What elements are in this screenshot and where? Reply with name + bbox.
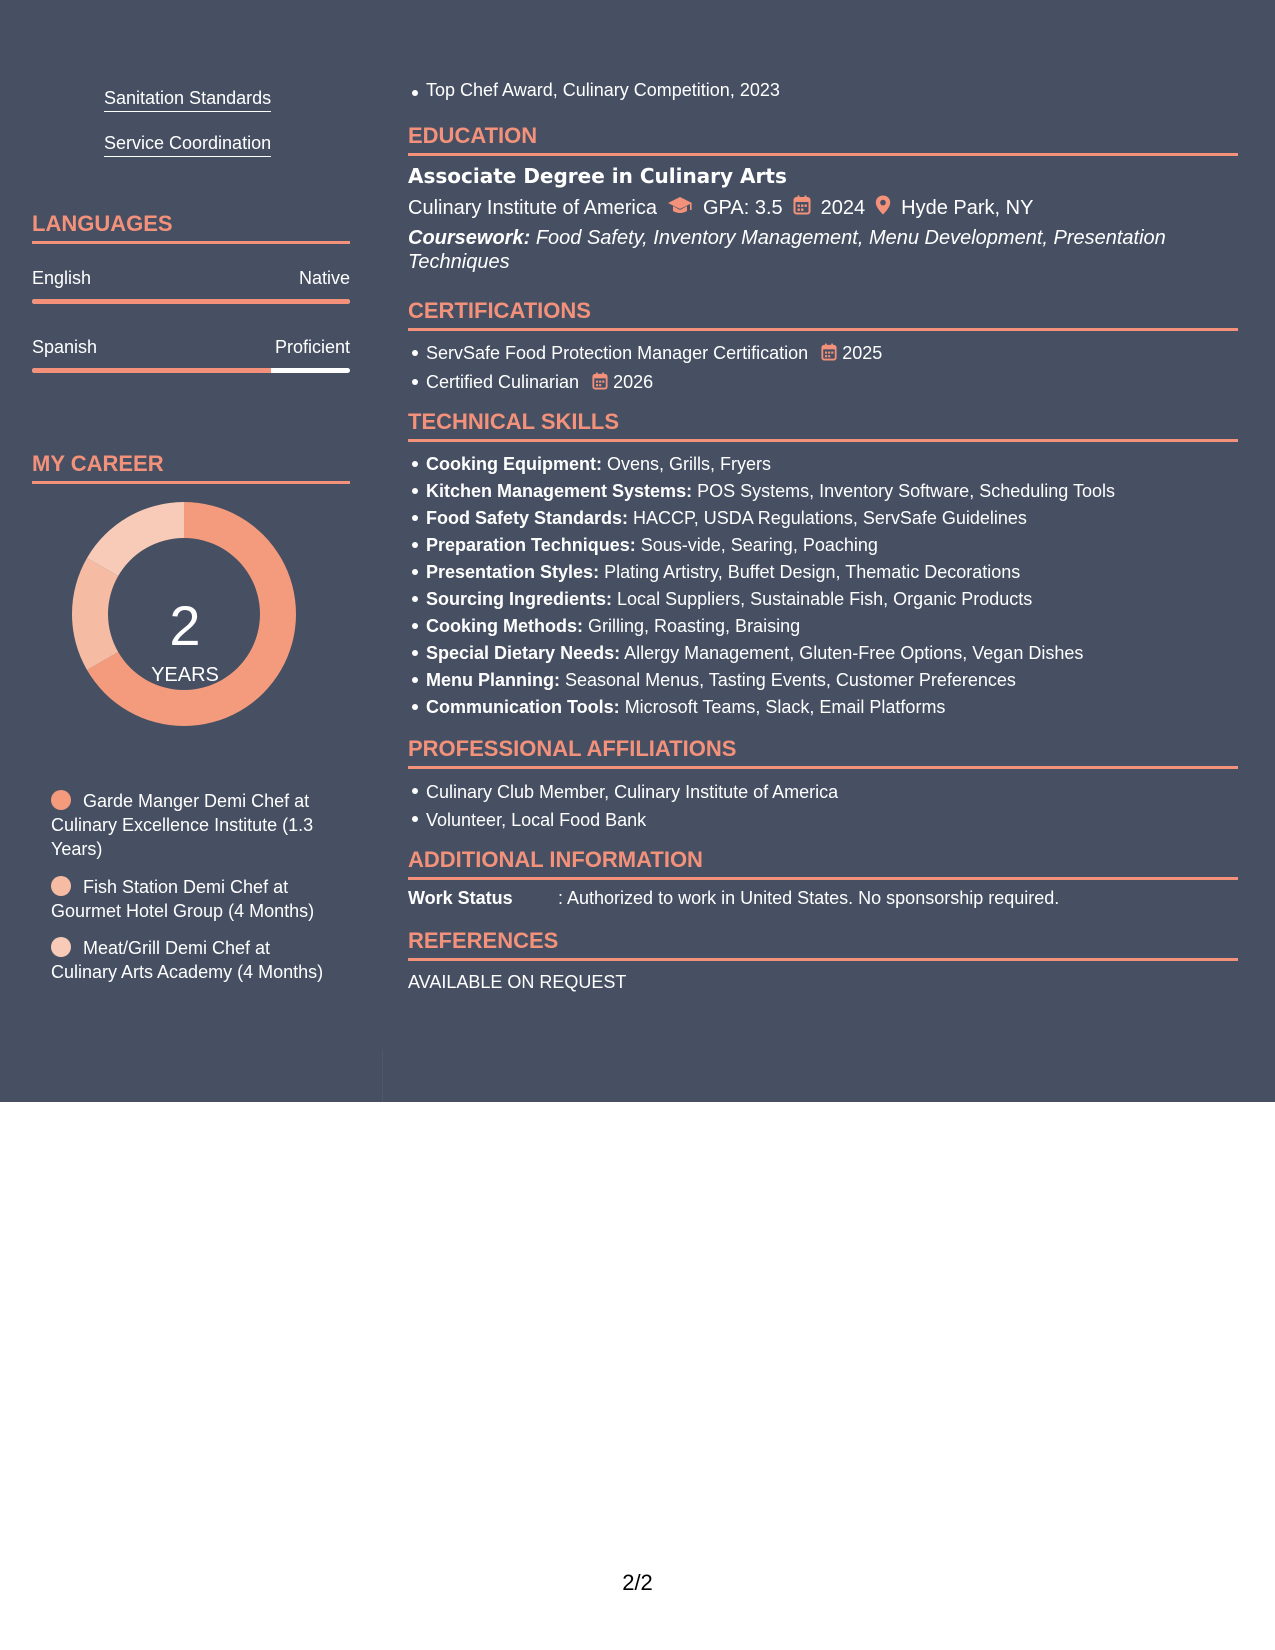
career-total-years: 2 xyxy=(169,594,201,657)
affiliations-heading: PROFESSIONAL AFFILIATIONS xyxy=(408,736,1238,769)
calendar-icon xyxy=(821,342,837,369)
school-name: Culinary Institute of America xyxy=(408,196,657,219)
award-item: Top Chef Award, Culinary Competition, 2023 xyxy=(426,80,780,100)
skill-value: POS Systems, Inventory Software, Scheduling Tools xyxy=(697,481,1115,501)
graduation-year: 2024 xyxy=(820,196,866,219)
career-total-unit: YEARS xyxy=(151,664,219,686)
skill-item: Service Coordination xyxy=(104,133,271,157)
skill-label: Cooking Methods: xyxy=(426,616,583,636)
skill-label: Cooking Equipment: xyxy=(426,454,602,474)
career-donut-segment xyxy=(87,502,184,576)
work-status-label: Work Status xyxy=(408,888,513,908)
gpa: GPA: 3.5 xyxy=(703,196,783,219)
career-text: Meat/Grill Demi Chef at Culinary Arts Academy (4 Months) xyxy=(51,938,324,982)
technical-skills-heading: TECHNICAL SKILLS xyxy=(408,409,1238,442)
career-dot xyxy=(51,790,71,810)
education-details xyxy=(408,195,1033,221)
skill-label: Special Dietary Needs: xyxy=(426,643,621,663)
language-row xyxy=(32,337,350,358)
career-text: Fish Station Demi Chef at Gourmet Hotel Group (4 Months) xyxy=(51,877,315,921)
additional-info-heading: ADDITIONAL INFORMATION xyxy=(408,847,1238,880)
education-heading: EDUCATION xyxy=(408,123,1238,156)
calendar-icon xyxy=(592,371,608,398)
skill-label: Presentation Styles: xyxy=(426,562,600,582)
skill-label: Sourcing Ingredients: xyxy=(426,589,613,609)
affiliation-item: Volunteer, Local Food Bank xyxy=(426,806,838,834)
graduation-cap-icon xyxy=(667,195,693,221)
skill-label: Communication Tools: xyxy=(426,697,620,717)
career-item xyxy=(51,936,341,984)
language-name: Spanish xyxy=(32,337,98,357)
skill-label: Menu Planning: xyxy=(426,670,560,690)
skill-item: Sanitation Standards xyxy=(104,88,271,112)
skill-value: Plating Artistry, Buffet Design, Thematic Decorations xyxy=(604,562,1021,582)
language-name: English xyxy=(32,268,92,288)
technical-skills-list xyxy=(408,451,1115,721)
technical-skill-item xyxy=(426,613,1115,640)
work-status-value: : Authorized to work in United States. No sponsorship required. xyxy=(558,888,1060,908)
references-heading: REFERENCES xyxy=(408,928,1238,961)
school-location: Hyde Park, NY xyxy=(901,196,1034,219)
career-item xyxy=(51,789,341,861)
technical-skill-item xyxy=(426,694,1115,721)
language-bar-fill xyxy=(32,368,271,373)
skill-value: Allergy Management, Gluten-Free Options, Vegan Dishes xyxy=(624,643,1084,663)
certification-year: 2026 xyxy=(613,372,654,392)
page-number: 2/2 xyxy=(622,1570,653,1595)
skill-label: Preparation Techniques: xyxy=(426,535,636,555)
skill-value: Grilling, Roasting, Braising xyxy=(588,616,801,636)
technical-skill-item xyxy=(426,505,1115,532)
career-heading: MY CAREER xyxy=(32,451,350,484)
awards-list xyxy=(408,80,780,101)
technical-skill-item xyxy=(426,478,1115,505)
skill-value: Seasonal Menus, Tasting Events, Customer Preferences xyxy=(565,670,1016,690)
skill-label: Food Safety Standards: xyxy=(426,508,629,528)
certification-name: ServSafe Food Protection Manager Certification xyxy=(426,343,809,363)
career-text: Garde Manger Demi Chef at Culinary Excellence Institute (1.3 Years) xyxy=(51,791,314,859)
references-text: AVAILABLE ON REQUEST xyxy=(408,972,627,992)
technical-skill-item xyxy=(426,559,1115,586)
skill-value: HACCP, USDA Regulations, ServSafe Guidelines xyxy=(633,508,1027,528)
skill-value: Sous-vide, Searing, Poaching xyxy=(640,535,878,555)
career-item xyxy=(51,875,341,923)
technical-skill-item xyxy=(426,667,1115,694)
technical-skill-item xyxy=(426,451,1115,478)
skill-label: Kitchen Management Systems: xyxy=(426,481,693,501)
language-bar xyxy=(32,368,350,373)
career-dot xyxy=(51,937,71,957)
coursework xyxy=(408,226,1238,274)
certification-year: 2025 xyxy=(842,343,883,363)
coursework-label: Coursework: xyxy=(408,227,531,249)
language-bar-fill xyxy=(32,299,350,304)
certifications-heading: CERTIFICATIONS xyxy=(408,298,1238,331)
column-divider xyxy=(382,1050,383,1102)
language-row xyxy=(32,268,350,289)
language-bar xyxy=(32,299,350,304)
technical-skill-item xyxy=(426,532,1115,559)
coursework-text: Food Safety, Inventory Management, Menu Development, Presentation Techniques xyxy=(408,227,1166,273)
affiliations-list xyxy=(408,778,838,834)
affiliation-item: Culinary Club Member, Culinary Institute of America xyxy=(426,778,838,806)
language-level: Native xyxy=(298,268,350,288)
skill-value: Local Suppliers, Sustainable Fish, Organic Products xyxy=(617,589,1033,609)
degree-title: Associate Degree in Culinary Arts xyxy=(408,164,787,188)
skill-value: Ovens, Grills, Fryers xyxy=(607,454,772,474)
languages-heading: LANGUAGES xyxy=(32,211,350,244)
certifications-list xyxy=(408,340,882,398)
certification-name: Certified Culinarian xyxy=(426,372,580,392)
technical-skill-item xyxy=(426,586,1115,613)
language-level: Proficient xyxy=(274,337,350,357)
map-pin-icon xyxy=(875,195,891,221)
certification-item xyxy=(426,340,882,369)
career-dot xyxy=(51,876,71,896)
certification-item xyxy=(426,369,882,398)
skill-value: Microsoft Teams, Slack, Email Platforms xyxy=(624,697,946,717)
technical-skill-item xyxy=(426,640,1115,667)
calendar-icon xyxy=(793,195,811,221)
